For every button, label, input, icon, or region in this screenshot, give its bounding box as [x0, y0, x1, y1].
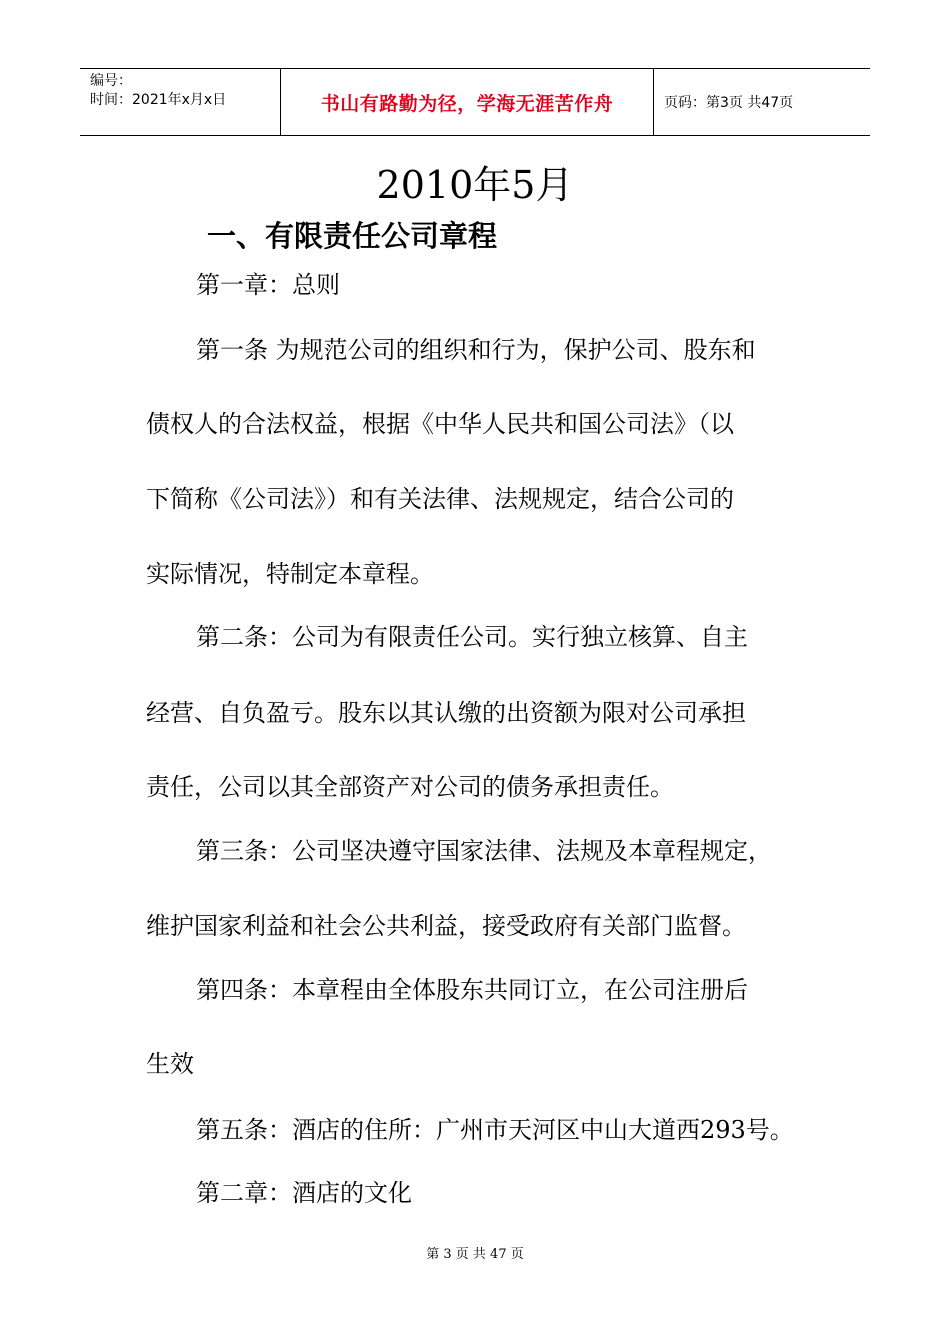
article-3-line-1: 第三条：公司坚决遵守国家法律、法规及本章程规定， — [196, 837, 772, 865]
article-2-line-3: 责任，公司以其全部资产对公司的债务承担责任。 — [146, 773, 674, 801]
chapter-heading-2: 第二章：酒店的文化 — [196, 1179, 412, 1207]
header-page-cell — [654, 69, 870, 135]
chapter-heading-1: 第一章：总则 — [196, 271, 340, 299]
page-number-label: 页码：第3页 共47页 — [664, 95, 794, 111]
article-3-line-2: 维护国家利益和社会公共利益，接受政府有关部门监督。 — [146, 912, 746, 940]
article-1-line-4: 实际情况，特制定本章程。 — [146, 560, 434, 588]
article-2-line-1: 第二条：公司为有限责任公司。实行独立核算、自主 — [196, 623, 748, 651]
header-motto-cell — [281, 69, 654, 135]
section-title: 一、有限责任公司章程 — [207, 219, 498, 253]
article-4-line-2: 生效 — [146, 1050, 194, 1078]
article-2-line-2: 经营、自负盈亏。股东以其认缴的出资额为限对公司承担 — [146, 699, 746, 727]
serial-number-label: 编号： — [90, 73, 132, 89]
document-date: 2010年5月 — [376, 163, 574, 207]
article-1-line-1: 第一条 为规范公司的组织和行为，保护公司、股东和 — [196, 336, 756, 364]
article-5-line-1: 第五条：酒店的住所：广州市天河区中山大道西293号。 — [196, 1116, 794, 1144]
page-footer: 第 3 页 共 47 页 — [426, 1247, 524, 1262]
motto-text: 书山有路勤为径，学海无涯苦作舟 — [320, 92, 614, 115]
article-4-line-1: 第四条：本章程由全体股东共同订立，在公司注册后 — [196, 976, 748, 1004]
time-label: 时间：2021年x月x日 — [90, 92, 227, 108]
header-meta-cell — [80, 69, 281, 135]
article-1-line-3: 下简称《公司法》）和有关法律、法规规定，结合公司的 — [146, 485, 734, 513]
article-1-line-2: 债权人的合法权益，根据《中华人民共和国公司法》（以 — [146, 410, 734, 438]
page-header — [80, 68, 870, 136]
